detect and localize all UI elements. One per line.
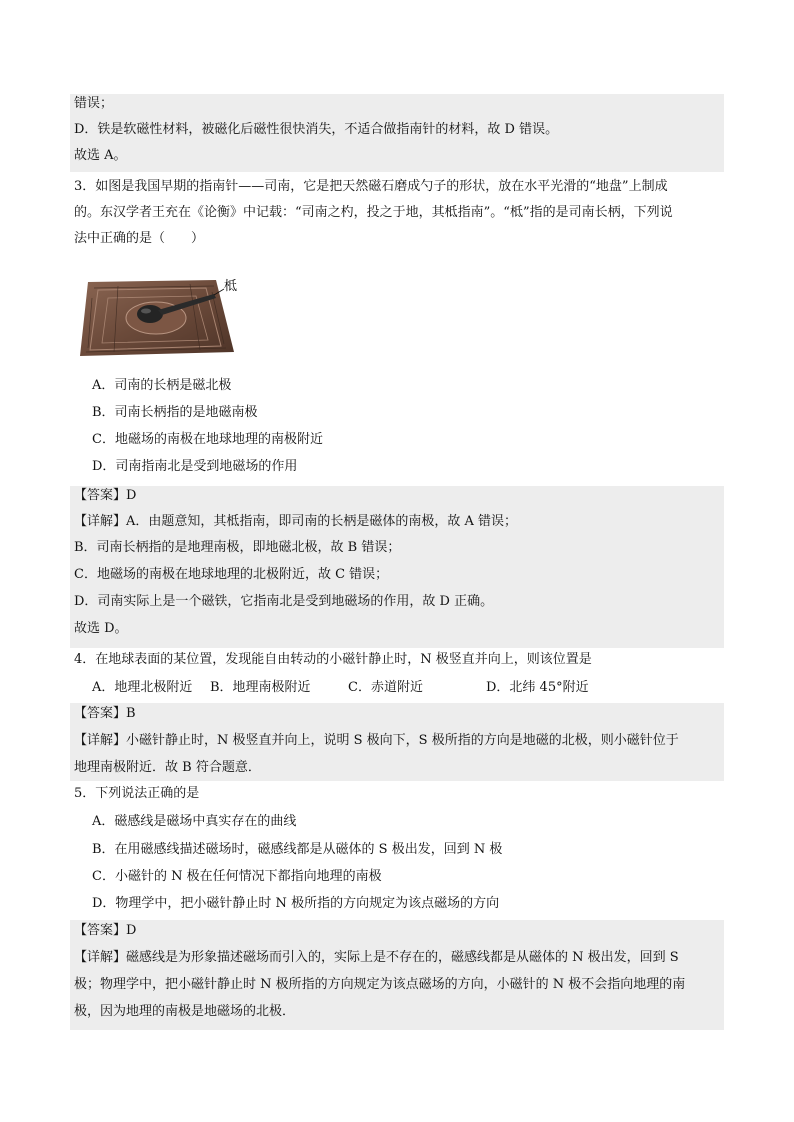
sinan-compass-figure <box>74 268 242 366</box>
explain-line: D．司南实际上是一个磁铁，它指南北是受到地磁场的作用，故 D 正确。 <box>74 594 494 609</box>
q5-option-a: A．磁感线是磁场中真实存在的曲线 <box>92 814 297 829</box>
prev-explanation-block <box>70 94 724 172</box>
question-5-stem <box>70 784 724 810</box>
text-line: D．铁是软磁性材料，被磁化后磁性很快消失，不适合做指南针的材料，故 D 错误。 <box>74 122 559 137</box>
text-line: 错误； <box>74 96 114 111</box>
question-3-stem <box>70 172 724 250</box>
explain-line: C．地磁场的南极在地球地理的北极附近，故 C 错误； <box>74 567 389 582</box>
question-4-stem <box>70 650 724 676</box>
text-line: 4．在地球表面的某位置，发现能自由转动的小磁针静止时，N 极竖直并向上，则该位置是 <box>74 652 592 667</box>
explain-line: 地理南极附近．故 B 符合题意． <box>74 760 261 775</box>
answer-label: 【答案】D <box>74 488 137 503</box>
q5-option-d: D．物理学中，把小磁针静止时 N 极所指的方向规定为该点磁场的方向 <box>92 896 500 911</box>
text-line: 法中正确的是（ ） <box>74 231 205 246</box>
q4-option-a: A．地理北极附近 <box>92 680 193 695</box>
text-line: 故选 A。 <box>74 148 127 163</box>
q4-option-b: B．地理南极附近 <box>210 680 311 695</box>
q3-option-c: C．地磁场的南极在地球地理的南极附近 <box>92 432 323 447</box>
text-line: 3．如图是我国早期的指南针——司南，它是把天然磁石磨成勺子的形状，放在水平光滑的“地盘”上制成 <box>74 179 668 194</box>
explain-line: 【详解】小磁针静止时，N 极竖直并向上，说明 S 极向下，S 极所指的方向是地磁的北极，则小磁针位于 <box>74 733 679 748</box>
q5-answer-block <box>70 920 724 1030</box>
q3-answer-block <box>70 486 724 648</box>
spoon-bowl <box>137 305 163 323</box>
explain-line: 【详解】A．由题意知，其柢指南，即司南的长柄是磁体的南极，故 A 错误； <box>74 514 518 529</box>
answer-label: 【答案】D <box>74 923 137 938</box>
q5-option-c: C．小磁针的 N 极在任何情况下都指向地理的南极 <box>92 869 382 884</box>
explain-line: 【详解】磁感线是为形象描述磁场而引入的，实际上是不存在的，磁感线都是从磁体的 N 极出发，回到 S <box>74 950 679 965</box>
explain-line: 极；物理学中，把小磁针静止时 N 极所指的方向规定为该点磁场的方向，小磁针的 N 极不会指向地理的南 <box>74 977 686 992</box>
text-line: 的。东汉学者王充在《论衡》中记载：“司南之杓，投之于地，其柢指南”。“柢”指的是司南长柄，下列说 <box>74 205 673 220</box>
q3-option-b: B．司南长柄指的是地磁南极 <box>92 405 258 420</box>
explain-line: 极，因为地理的南极是地磁场的北极． <box>74 1004 296 1019</box>
explain-line: 故选 D。 <box>74 621 128 636</box>
text-line: 5．下列说法正确的是 <box>74 786 200 801</box>
answer-label: 【答案】B <box>74 706 136 721</box>
q4-option-d: D．北纬 45°附近 <box>486 680 589 695</box>
q5-option-b: B．在用磁感线描述磁场时，磁感线都是从磁体的 S 极出发，回到 N 极 <box>92 842 503 857</box>
explain-line: B．司南长柄指的是地理南极，即地磁北极，故 B 错误； <box>74 540 401 555</box>
q3-option-d: D．司南指南北是受到地磁场的作用 <box>92 459 298 474</box>
q3-option-a: A．司南的长柄是磁北极 <box>92 378 232 393</box>
figure-label-di: 柢 <box>224 279 238 294</box>
q4-answer-block <box>70 703 724 781</box>
q4-option-c: C．赤道附近 <box>348 680 423 695</box>
